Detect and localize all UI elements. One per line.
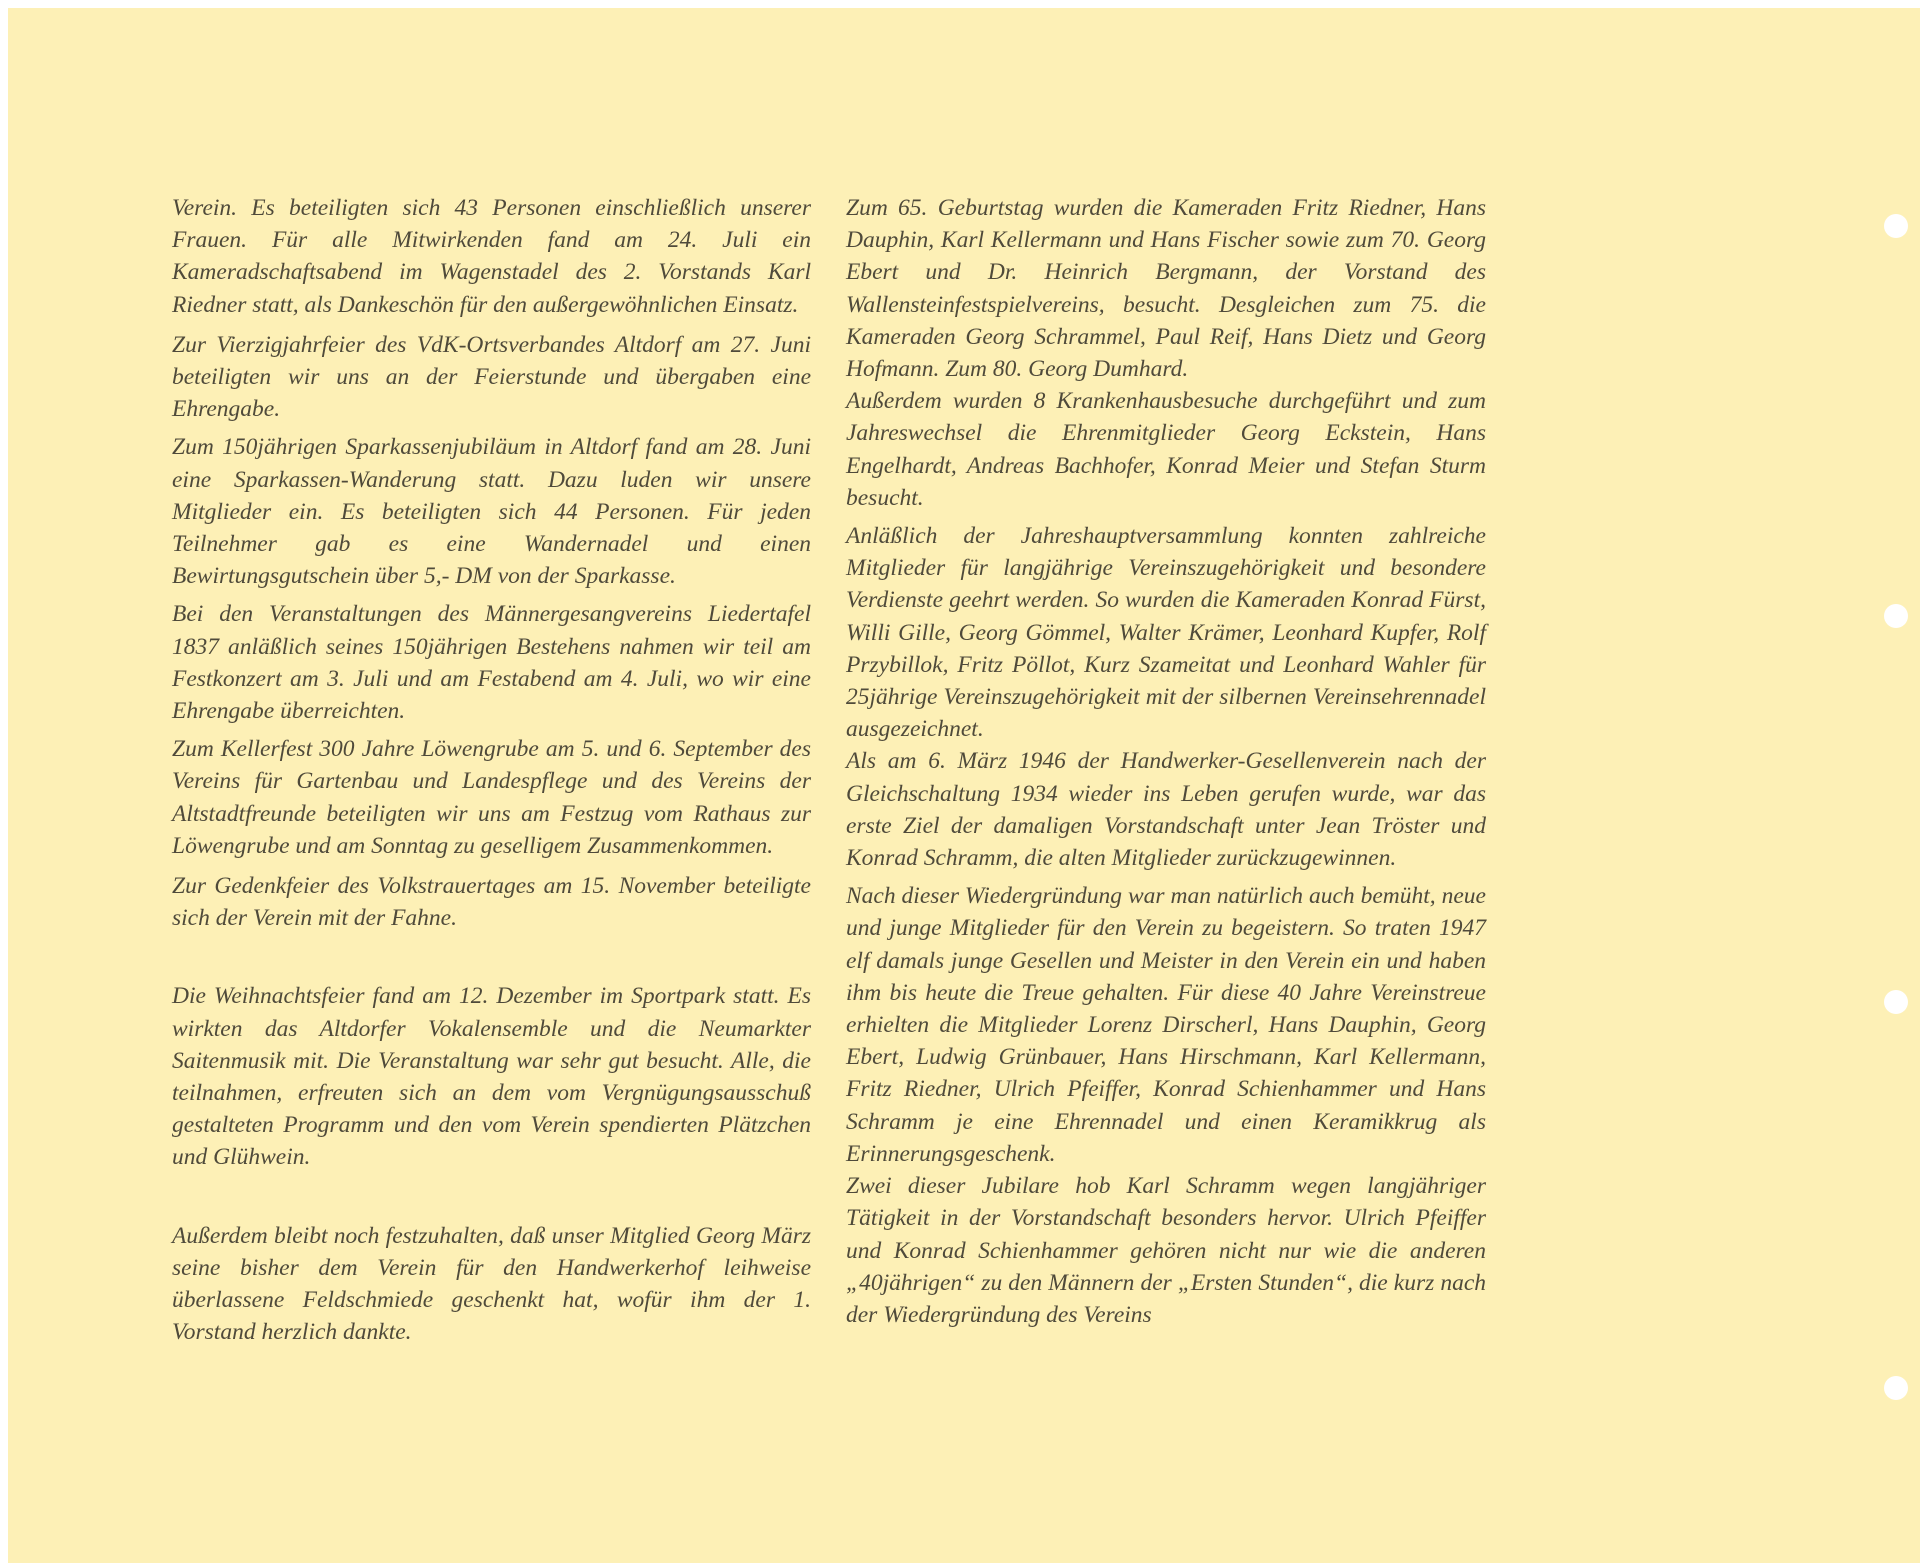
paragraph-volkstrauertag: Zur Gedenkfeier des Volkstrauertages am 15. November beteiligte sich der Verein mit der Fahne. <box>172 873 811 932</box>
left-text-column <box>172 192 811 1349</box>
paragraph-wiedergruendung-1946: Als am 6. März 1946 der Handwerker-Gesellenverein nach der Gleichschaltung 1934 wieder ins Leben gerufen wurde, war das erste Ziel der damaligen Vorstandschaft unter Jean Tröster und Konrad Schramm, die alten Mitglieder zurückzugewinnen. <box>846 748 1486 872</box>
paragraph-feldschmiede: Außerdem bleibt noch festzuhalten, daß unser Mitglied Georg März seine bisher dem Verein für den Handwerkerhof leihweise überlassene Feldschmiede geschenkt hat, wofür ihm der 1. Vorstand herzlich dankte. <box>172 1222 811 1346</box>
paragraph-jubilare: Zwei dieser Jubilare hob Karl Schramm wegen langjähriger Tätigkeit in der Vorstandschaft besonders hervor. Ulrich Pfeiffer und Konrad Schienhammer gehören nicht nur wie die anderen „40jährigen“ zu den Männern der „Ersten Stunden“, die kurz nach der Wiedergründung des Vereins <box>846 1173 1486 1328</box>
punch-hole <box>1884 604 1908 628</box>
punch-hole <box>1884 214 1908 238</box>
document-page <box>8 8 1920 1563</box>
paragraph-weihnachtsfeier: Die Weihnachtsfeier fand am 12. Dezember im Sportpark statt. Es wirkten das Altdorfer Vokalensemble und die Neumarkter Saitenmusik mit. Die Veranstaltung war sehr gut besucht. Alle, die teilnahmen, erfreuten sich an dem vom Vergnügungsausschuß gestalteten Programm und den vom Verein spendierten Plätzchen und Glühwein. <box>172 983 811 1171</box>
punch-hole <box>1884 1376 1908 1400</box>
paragraph-vdk-vierzigjahrfeier: Zur Vierzigjahrfeier des VdK-Ortsverbandes Altdorf am 27. Juni beteiligten wir uns an der Feierstunde und übergaben eine Ehrengabe. <box>172 331 811 423</box>
paragraph-geburtstage: Zum 65. Geburtstag wurden die Kameraden Fritz Riedner, Hans Dauphin, Karl Kellermann und Hans Fischer sowie zum 70. Georg Ebert und Dr. Heinrich Bergmann, der Vorstand des Wallensteinfestspielvereins, besucht. Desgleichen zum 75. die Kameraden Georg Schrammel, Paul Reif, Hans Dietz und Georg Hofmann. Zum 80. Georg Dumhard. <box>846 195 1486 383</box>
paragraph-krankenhausbesuche: Außerdem wurden 8 Krankenhausbesuche durchgeführt und zum Jahreswechsel die Ehrenmitglieder Georg Eckstein, Hans Engelhardt, Andreas Bachhofer, Konrad Meier und Stefan Sturm besucht. <box>846 388 1486 511</box>
paragraph-liedertafel: Bei den Veranstaltungen des Männergesangvereins Liedertafel 1837 anläßlich seines 150jährigen Bestehens nahmen wir teil am Festkonzert am 3. Juli und am Festabend am 4. Juli, wo wir eine Ehrengabe überreichten. <box>172 601 811 725</box>
paragraph-jahreshauptversammlung: Anläßlich der Jahreshauptversammlung konnten zahlreiche Mitglieder für langjährige Vereinszugehörigkeit und besondere Verdienste geehrt werden. So wurden die Kameraden Konrad Fürst, Willi Gille, Georg Gömmel, Walter Krämer, Leonhard Kupfer, Rolf Przybillok, Fritz Pöllot, Kurz Szameitat und Leonhard Wahler für 25jährige Vereinszugehörigkeit mit der silbernen Vereinsehrennadel ausgezeichnet. <box>846 523 1486 743</box>
paragraph-kellerfest: Zum Kellerfest 300 Jahre Löwengrube am 5. und 6. September des Vereins für Gartenbau und Landespflege und des Vereins der Altstadtfreunde beteiligten wir uns am Festzug vom Rathaus zur Löwengrube und am Sonntag zu geselligem Zusammenkommen. <box>172 736 811 859</box>
paragraph-sparkassenjubilaeum: Zum 150jährigen Sparkassenjubiläum in Altdorf fand am 28. Juni eine Sparkassen-Wanderung statt. Dazu luden wir unsere Mitglieder ein. Es beteiligten sich 44 Personen. Für jeden Teilnehmer gab es eine Wandernadel und einen Bewirtungsgutschein über 5,- DM von der Sparkasse. <box>172 434 811 590</box>
paragraph-vereinstreue: Nach dieser Wiedergründung war man natürlich auch bemüht, neue und junge Mitglieder für den Verein zu begeistern. So traten 1947 elf damals junge Gesellen und Meister in den Verein ein und haben ihm bis heute die Treue gehalten. Für diese 40 Jahre Vereinstreue erhielten die Mitglieder Lorenz Dirscherl, Hans Dauphin, Georg Ebert, Ludwig Grünbauer, Hans Hirschmann, Karl Kellermann, Fritz Riedner, Ulrich Pfeiffer, Konrad Schienhammer und Hans Schramm je eine Ehrennadel und einen Keramikkrug als Erinnerungsgeschenk. <box>846 883 1486 1167</box>
punch-hole <box>1884 990 1908 1014</box>
paragraph-kameradschaftsabend: Verein. Es beteiligten sich 43 Personen einschließlich unserer Frauen. Für alle Mitwirkenden fand am 24. Juli ein Kameradschaftsabend im Wagenstadel des 2. Vorstands Karl Riedner statt, als Dankeschön für den außergewöhnlichen Einsatz. <box>172 195 811 318</box>
right-text-column <box>846 192 1486 1331</box>
